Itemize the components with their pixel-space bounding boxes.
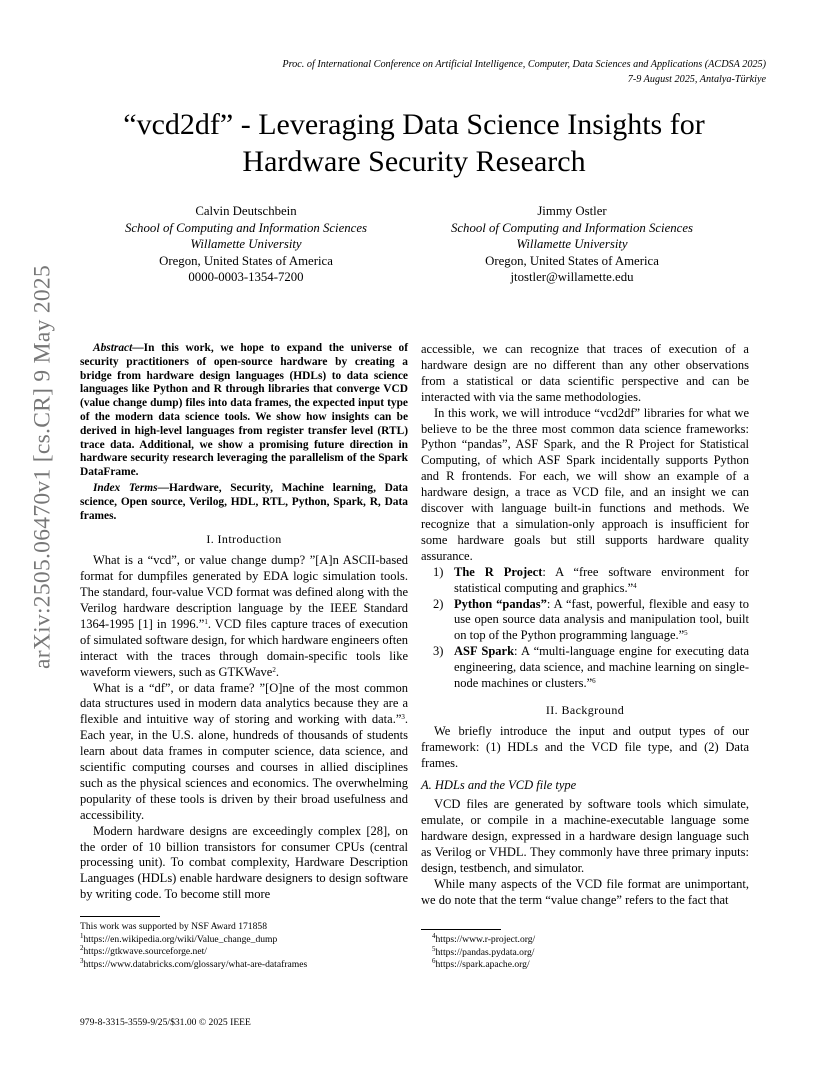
- author-university: Willamette University: [516, 237, 628, 252]
- footnote-text: This work was supported by NSF Award 171858: [80, 921, 267, 932]
- footnote-ref: 3: [401, 713, 405, 722]
- footnote-rule: [421, 929, 501, 930]
- abstract: [80, 342, 408, 480]
- list-number: 1): [433, 564, 444, 579]
- intro-paragraph-2: [80, 681, 408, 824]
- conference-line-1: Proc. of International Conference on Artificial Intelligence, Computer, Data Sciences and Applications (ACDSA 2025): [282, 59, 766, 70]
- footnotes-right: [432, 934, 535, 972]
- author-location: Oregon, United States of America: [485, 253, 659, 268]
- list-item-name: ASF Spark: [454, 644, 515, 659]
- footnote: [80, 956, 308, 972]
- copyright-footer: 979-8-3315-3559-9/25/$31.00 © 2025 IEEE: [80, 1017, 251, 1028]
- footnote-text: https://spark.apache.org/: [435, 959, 530, 971]
- author-affiliation: School of Computing and Information Sciences: [124, 220, 368, 235]
- index-terms-text: —Hardware, Security, Machine learning, Data science, Open source, Verilog, HDL, RTL, Python, Spark, R, Data frames.: [80, 481, 408, 522]
- intro-paragraph-1: [80, 553, 408, 680]
- abstract-label: Abstract: [93, 342, 133, 354]
- author-block-1: [81, 203, 411, 286]
- footnote-text: https://en.wikipedia.org/wiki/Value_change_dump: [83, 933, 278, 945]
- footnote: [432, 944, 535, 960]
- list-item-text: : A “free software environment for statistical computing and graphics.”: [454, 564, 749, 595]
- footnote-mark: 5: [432, 944, 436, 953]
- author-name: Jimmy Ostler: [537, 204, 607, 218]
- footnote-mark: 3: [80, 956, 84, 965]
- intro-paragraph-3: Modern hardware designs are exceedingly complex [28], on the order of 10 billion transistors for consumer CPUs (central processing unit). To combat complexity, Hardware Description Languages (HDLs) enable hardware designers to design software by writing code. To become still more: [80, 823, 408, 902]
- section-heading-background: II. Background: [545, 702, 625, 717]
- list-item-name: Python “pandas”: [454, 596, 547, 611]
- text-run: What is a “df”, or data frame? ”[O]ne of the most common data structures used in modern data analytics because they are a flexible and intuitive way of storing and working with data.”: [80, 680, 408, 727]
- list-item-text: : A “multi-language engine for executing data engineering, data science, and machine learning on single-node machines or clusters.”: [454, 644, 749, 691]
- background-paragraph-2: VCD files are generated by software tools which simulate, emulate, or compile in a machine-executable language some hardware design, expressed in a hardware design language such as Verilog or VHDL. They commonly have three primary inputs: design, testbench, and simulator.: [421, 797, 749, 876]
- list-item: [421, 565, 749, 597]
- conference-header: [282, 57, 766, 87]
- background-paragraph-1: We briefly introduce the input and output types of our framework: (1) HDLs and the VCD file type, and (2) Data frames.: [421, 723, 749, 770]
- footnote-text: https://pandas.pydata.org/: [435, 946, 535, 958]
- footnote-mark: 4: [432, 932, 436, 940]
- author-orcid: 0000-0003-1354-7200: [188, 270, 304, 285]
- paper-title: [80, 106, 748, 180]
- right-paragraph-1: accessible, we can recognize that traces of execution of a hardware design are no different than any other observations from a statistical or data scientific perspective and can be interacted with via the same methodologies.: [421, 342, 749, 404]
- list-item-text: : A “fast, powerful, flexible and easy to use open source data analysis and manipulation tool, built on top of the Python programming language.”: [454, 596, 749, 643]
- author-name: Calvin Deutschbein: [195, 204, 297, 218]
- author-university: Willamette University: [190, 237, 302, 252]
- subsection-heading: A. HDLs and the VCD file type: [421, 777, 577, 792]
- abstract-text: —In this work, we hope to expand the universe of security practitioners of open-source hardware by creating a bridge from hardware design languages (HDLs) to data science languages like Python and R through libraries that converge VCD (value change dump) files into data frames, the expected input type of the modern data science tools. We show how insights can be derived in high-level languages from register transfer level (RTL) trace data. Additional, we show a promising future direction in hardware security research leveraging the parallelism of the Spark DataFrame.: [80, 342, 408, 479]
- list-item: [421, 597, 749, 645]
- footnotes-left: [80, 921, 307, 971]
- footnote: [432, 959, 535, 972]
- framework-list: [421, 565, 749, 692]
- footnote-mark: 1: [80, 931, 84, 940]
- footnote-text: https://gtkwave.sourceforge.net/: [83, 946, 207, 958]
- author-block-2: [407, 203, 737, 286]
- list-number: 2): [433, 596, 444, 611]
- footnote-mark: 2: [80, 944, 84, 953]
- text-run: .: [275, 664, 279, 679]
- author-email: jtostler@willamette.edu: [510, 270, 634, 285]
- footnote-mark: 6: [432, 957, 436, 966]
- title-line-2: Hardware Security Research: [242, 145, 586, 178]
- footnote: [80, 946, 307, 959]
- text-run: What is a “vcd”, or value change dump? ”[A]n ASCII-based format for dumpfiles generated by EDA logic simulation tools. The standard, four-value VCD format was defined along with the Verilog hardware description language by the IEEE Standard 1364-1995 [1] in 1996.”: [80, 553, 408, 631]
- background-paragraph-3: While many aspects of the VCD file format are unimportant, we do note that the term “value change” refers to the fact that: [421, 877, 749, 907]
- text-run: . Each year, in the U.S. alone, hundreds of thousands of students learn about data frames in computer science, data science, and scientific computing courses and courses in allied disciplines such as the physical sciences and economics. The overwhelming popularity of these tools is driven by their broad usefulness and accessibility.: [80, 712, 408, 822]
- footnote-text: https://www.databricks.com/glossary/what-are-dataframes: [83, 958, 308, 970]
- footnote-rule: [80, 916, 160, 917]
- footnote-ref: 6: [592, 677, 596, 686]
- author-affiliation: School of Computing and Information Sciences: [450, 220, 694, 235]
- footnote-ref: 1: [204, 617, 208, 626]
- left-column: [80, 342, 408, 903]
- footnote: [80, 921, 307, 934]
- footnote-text: https://www.r-project.org/: [435, 934, 536, 945]
- footnote-ref: 5: [684, 629, 688, 638]
- index-terms: [80, 482, 408, 523]
- footnote: [432, 934, 535, 947]
- arxiv-stamp: [18, 264, 68, 670]
- list-number: 3): [433, 644, 444, 659]
- footnote: [80, 931, 307, 947]
- text-run: . VCD files capture traces of execution of simulated software design, for which hardware engineers often interact with the traces through domain-specific tools like waveform viewers, such as GTKWave: [80, 616, 409, 679]
- right-column: [421, 342, 749, 909]
- right-paragraph-2: In this work, we will introduce “vcd2df” libraries for what we believe to be the three most common data science frameworks: Python “pandas”, ASF Spark, and the R Project for Statistical Computing, of which ASF Spark incidentally supports Python and R frontends. For each, we will show an example of a hardware design, a trace as VCD file, and an insight we can discover with language built-in functions and methods. We recognize that a simulation-only approach is insufficient for some hardware goals but still supports hardware quality assurance.: [421, 405, 749, 563]
- title-line-1: “vcd2df” - Leveraging Data Science Insights for: [123, 108, 705, 141]
- conference-line-2: 7-9 August 2025, Antalya-Türkiye: [627, 74, 766, 85]
- index-terms-label: Index Terms: [93, 481, 158, 494]
- author-location: Oregon, United States of America: [159, 253, 333, 268]
- arxiv-stamp-text: arXiv:2505.06470v1 [cs.CR] 9 May 2025: [29, 264, 56, 670]
- list-item: [421, 644, 749, 692]
- footnote-ref: 4: [633, 581, 637, 590]
- footnote-ref: 2: [272, 665, 276, 674]
- list-item-name: The R Project: [454, 564, 543, 579]
- section-heading-introduction: I. Introduction: [206, 532, 282, 547]
